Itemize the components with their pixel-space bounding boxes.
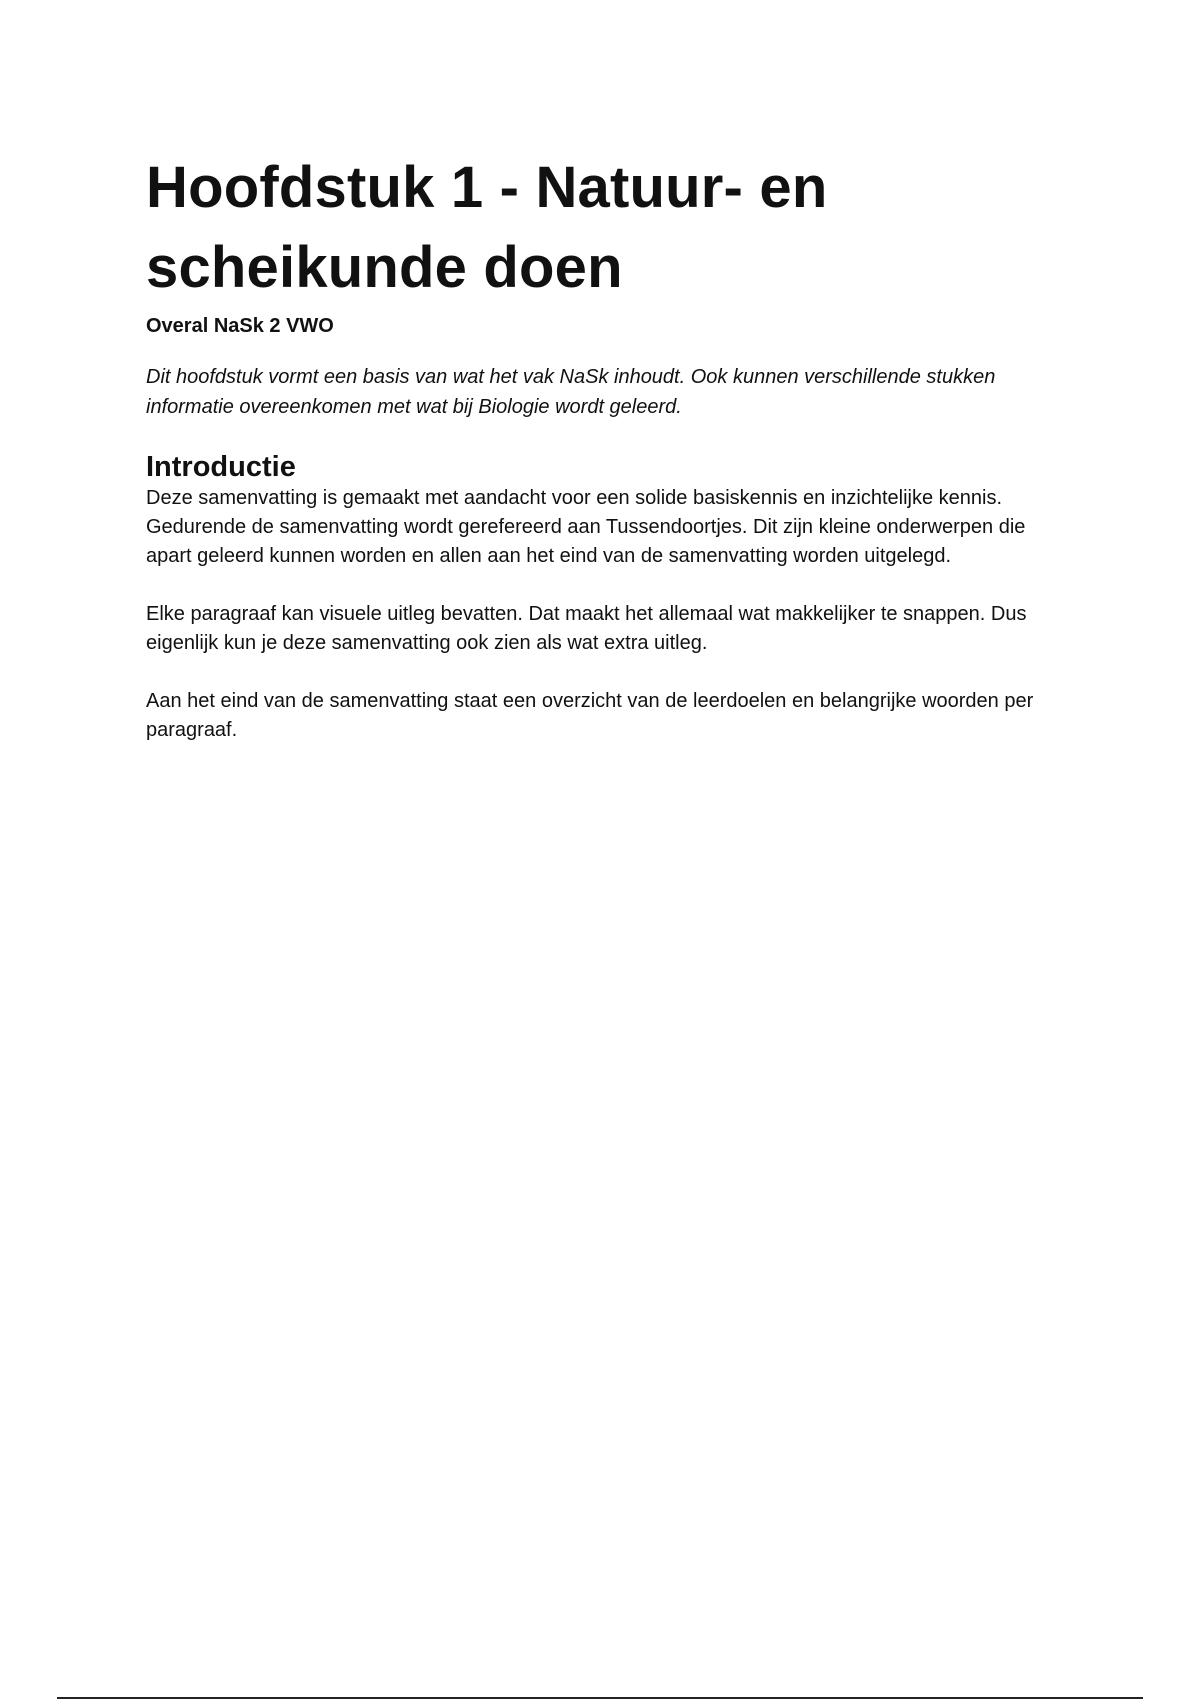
page-subtitle: Overal NaSk 2 VWO [146, 315, 334, 337]
paragraph: Elke paragraaf kan visuele uitleg bevatten. Dat maakt het allemaal wat makkelijker te snappen. Dus eigenlijk kun je deze samenvatting ook zien als wat extra uitleg. [146, 603, 1027, 654]
document-page [146, 148, 1046, 745]
paragraph: Aan het eind van de samenvatting staat een overzicht van de leerdoelen en belangrijke woorden per paragraaf. [146, 690, 1034, 741]
paragraph: Deze samenvatting is gemaakt met aandacht voor een solide basiskennis en inzichtelijke kennis. Gedurende de samenvatting wordt gerefereerd aan Tussendoortjes. Dit zijn kleine onderwerpen die apart geleerd kunnen worden en allen aan het eind van de samenvatting worden uitgelegd. [146, 487, 1026, 567]
footer-divider [57, 1697, 1143, 1699]
section-heading: Introductie [146, 451, 296, 483]
page-title: Hoofdstuk 1 - Natuur- en scheikunde doen [146, 155, 828, 300]
intro-note: Dit hoofdstuk vormt een basis van wat het vak NaSk inhoudt. Ook kunnen verschillende stukken informatie overeenkomen met wat bij Biologie wordt geleerd. [146, 366, 996, 418]
section-introductie [146, 450, 1046, 745]
